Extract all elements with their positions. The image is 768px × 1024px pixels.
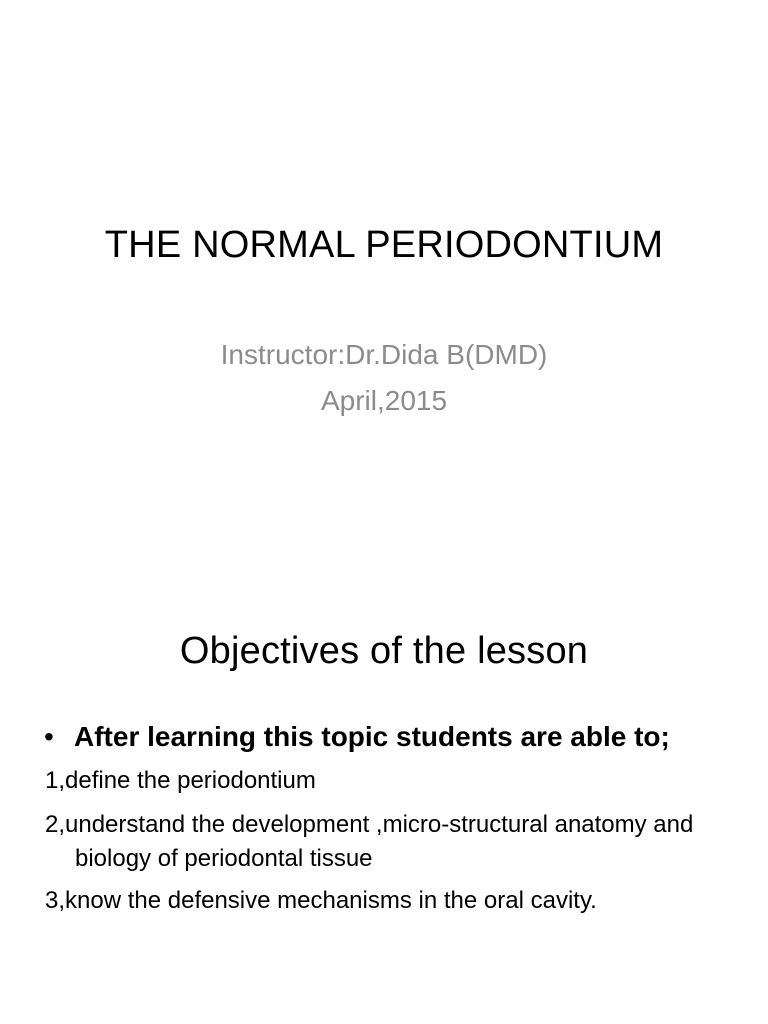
objective-item-1: 1,define the periodontium (45, 767, 316, 794)
objectives-title: Objectives of the lesson (179, 630, 589, 672)
objectives-slide (0, 512, 768, 1024)
objectives-intro-text: After learning this topic students are able to; (74, 721, 670, 752)
slide-title: THE NORMAL PERIODONTIUM (104, 224, 664, 266)
objective-item-3: 3,know the defensive mechanisms in the oral cavity. (45, 887, 597, 914)
date-subtitle: April,2015 (320, 385, 448, 416)
objectives-intro-bullet (44, 719, 670, 755)
objective-item-2: 2,understand the development ,micro-structural anatomy and biology of periodontal tissue (45, 811, 694, 872)
bullet-dot-icon: • (44, 721, 54, 752)
instructor-subtitle: Instructor:Dr.Dida B(DMD) (220, 339, 548, 370)
